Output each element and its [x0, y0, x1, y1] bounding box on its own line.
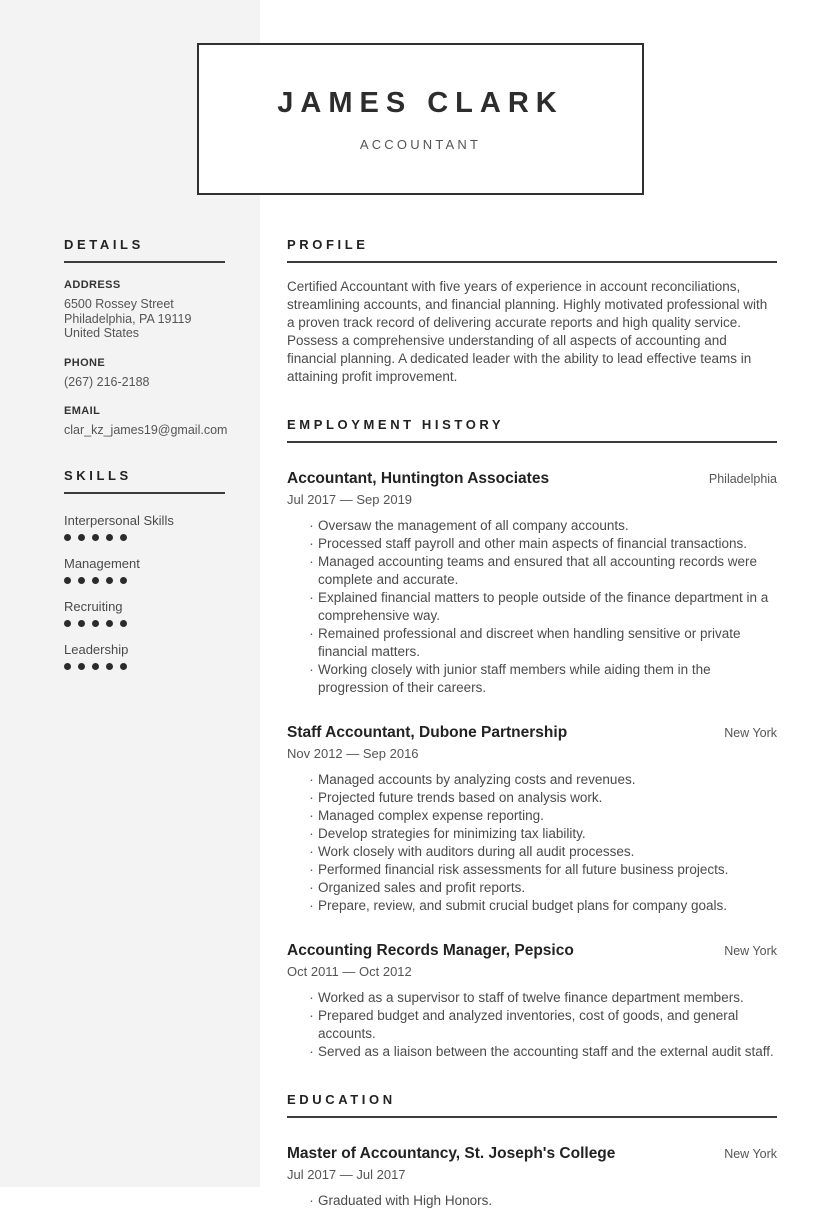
skill-dots [64, 577, 225, 584]
bullet-marker: · [309, 662, 314, 677]
bullet-item [287, 589, 777, 625]
address-line: Philadelphia, PA 19119 [64, 311, 192, 326]
bullet-text: Work closely with auditors during all audit processes. [318, 844, 635, 859]
bullet-marker: · [309, 1193, 314, 1208]
bullet-marker: · [309, 808, 314, 823]
bullet-text: Prepared budget and analyzed inventories, cost of goods, and general accounts. [318, 1008, 739, 1041]
entry-header [287, 470, 777, 488]
bullet-text: Served as a liaison between the accounting staff and the external audit staff. [318, 1044, 774, 1059]
skill-item [64, 599, 225, 627]
skill-dot [78, 663, 85, 670]
bullet-marker: · [309, 1008, 314, 1023]
bullet-item [287, 897, 777, 915]
bullet-text: Organized sales and profit reports. [318, 880, 526, 895]
entry-dates: Oct 2011 — Oct 2012 [287, 964, 412, 979]
profile-heading: PROFILE [287, 237, 777, 263]
entry-header [287, 1145, 777, 1163]
bullet-text: Graduated with High Honors. [318, 1193, 493, 1208]
entry-dates: Nov 2012 — Sep 2016 [287, 746, 419, 761]
entry-location: New York [724, 1147, 777, 1161]
bullet-item [287, 789, 777, 807]
skill-dot [64, 534, 71, 541]
bullet-item [287, 1007, 777, 1043]
main-column [287, 237, 777, 1210]
bullet-text: Managed accounts by analyzing costs and revenues. [318, 772, 636, 787]
employment-section [287, 417, 777, 1061]
bullet-item [287, 553, 777, 589]
candidate-title: ACCOUNTANT [359, 136, 482, 152]
education-section [287, 1092, 777, 1210]
skill-name: Management [64, 555, 140, 571]
email-value: clar_kz_james19@gmail.com [64, 423, 228, 437]
skills-heading: SKILLS [64, 468, 225, 494]
skill-dot [64, 663, 71, 670]
bullet-marker: · [309, 1044, 314, 1059]
entry-title: Staff Accountant, Dubone Partnership [287, 724, 568, 741]
address-lines [64, 297, 225, 341]
skill-name: Recruiting [64, 598, 123, 614]
entry-title: Accountant, Huntington Associates [287, 470, 550, 487]
entry-location: New York [724, 726, 777, 740]
skill-dots [64, 663, 225, 670]
entry-location: New York [724, 944, 777, 958]
bullet-text: Explained financial matters to people outside of the finance department in a comprehensive way. [318, 590, 769, 623]
bullet-item [287, 989, 777, 1007]
bullet-marker: · [309, 518, 314, 533]
sidebar [64, 237, 228, 670]
skill-dot [92, 663, 99, 670]
skill-dot [92, 620, 99, 627]
bullet-text: Working closely with junior staff members while aiding them in the progression of their careers. [318, 662, 711, 695]
skill-dot [92, 577, 99, 584]
entry-bullets [287, 771, 777, 915]
bullet-marker: · [309, 990, 314, 1005]
bullet-marker: · [309, 826, 314, 841]
skill-dot [106, 620, 113, 627]
bullet-text: Managed complex expense reporting. [318, 808, 544, 823]
entry-dates: Jul 2017 — Jul 2017 [287, 1167, 406, 1182]
bullet-marker: · [309, 626, 314, 641]
skills-section [64, 468, 225, 670]
entry-bullets [287, 989, 777, 1061]
bullet-marker: · [309, 790, 314, 805]
skill-dot [78, 534, 85, 541]
profile-text: Certified Accountant with five years of experience in account reconciliations, streamlining accounts, and financial planning. Highly motivated professional with a proven track record of delivering accurate reports and high quality service. Possess a comprehensive understanding of all aspects of accounting and financial planning. A dedicated leader with the ability to lead effective teams in attaining profit improvement. [287, 279, 768, 384]
bullet-text: Prepare, review, and submit crucial budget plans for company goals. [318, 898, 727, 913]
skill-item [64, 642, 225, 670]
employment-heading: EMPLOYMENT HISTORY [287, 417, 777, 443]
skill-dot [120, 577, 127, 584]
bullet-text: Oversaw the management of all company accounts. [318, 518, 629, 533]
skill-item [64, 556, 225, 584]
entry [287, 942, 777, 1061]
entry-header [287, 942, 777, 960]
entry [287, 470, 777, 697]
details-section [64, 237, 228, 438]
bullet-item [287, 517, 777, 535]
entry-header [287, 724, 777, 742]
bullet-marker: · [309, 844, 314, 859]
address-line: United States [64, 326, 140, 340]
bullet-item [287, 843, 777, 861]
bullet-item [287, 535, 777, 553]
entry [287, 724, 777, 915]
skill-dots [64, 620, 225, 627]
skill-dot [92, 534, 99, 541]
skill-name: Leadership [64, 641, 129, 657]
skill-dot [106, 663, 113, 670]
entry [287, 1145, 777, 1210]
entry-location: Philadelphia [708, 472, 777, 486]
entry-title: Master of Accountancy, St. Joseph's College [287, 1145, 616, 1162]
bullet-text: Processed staff payroll and other main aspects of financial transactions. [318, 536, 747, 551]
phone-value: (267) 216-2188 [64, 374, 150, 389]
address-label: ADDRESS [64, 279, 121, 291]
bullet-item [287, 1043, 777, 1061]
skill-dot [64, 577, 71, 584]
bullet-item [287, 1192, 777, 1210]
bullet-marker: · [309, 880, 314, 895]
header-box [197, 43, 644, 195]
details-heading: DETAILS [64, 237, 225, 263]
skills-list [64, 513, 225, 670]
skill-dot [120, 663, 127, 670]
candidate-name: JAMES CLARK [277, 86, 564, 119]
bullet-marker: · [309, 536, 314, 551]
bullet-marker: · [309, 554, 314, 569]
bullet-marker: · [309, 772, 314, 787]
entry-bullets [287, 517, 777, 697]
bullet-item [287, 861, 777, 879]
education-heading: EDUCATION [287, 1092, 777, 1118]
entry-bullets [287, 1192, 777, 1210]
skill-dot [106, 577, 113, 584]
skill-item [64, 513, 225, 541]
email-label: EMAIL [64, 405, 101, 417]
bullet-marker: · [309, 590, 314, 605]
bullet-marker: · [309, 898, 314, 913]
entry-dates: Jul 2017 — Sep 2019 [287, 492, 413, 507]
bullet-text: Projected future trends based on analysis work. [318, 790, 603, 805]
entry-title: Accounting Records Manager, Pepsico [287, 942, 574, 959]
bullet-text: Worked as a supervisor to staff of twelve finance department members. [318, 990, 744, 1005]
profile-section [287, 237, 777, 386]
skill-dots [64, 534, 225, 541]
bullet-text: Develop strategies for minimizing tax liability. [318, 826, 586, 841]
address-line: 6500 Rossey Street [64, 297, 174, 311]
education-entries [287, 1145, 777, 1210]
skill-dot [64, 620, 71, 627]
bullet-item [287, 807, 777, 825]
bullet-item [287, 879, 777, 897]
bullet-item [287, 625, 777, 661]
bullet-text: Remained professional and discreet when handling sensitive or private financial matters. [318, 626, 741, 659]
skill-dot [78, 620, 85, 627]
phone-label: PHONE [64, 356, 106, 369]
bullet-text: Managed accounting teams and ensured that all accounting records were complete and accurate. [318, 554, 758, 587]
bullet-item [287, 661, 777, 697]
skill-dot [120, 620, 127, 627]
skill-dot [120, 534, 127, 541]
skill-dot [106, 534, 113, 541]
employment-entries [287, 470, 777, 1061]
bullet-marker: · [309, 862, 314, 877]
skill-name: Interpersonal Skills [64, 512, 174, 528]
bullet-item [287, 771, 777, 789]
bullet-item [287, 825, 777, 843]
skill-dot [78, 577, 85, 584]
bullet-text: Performed financial risk assessments for all future business projects. [318, 862, 729, 877]
